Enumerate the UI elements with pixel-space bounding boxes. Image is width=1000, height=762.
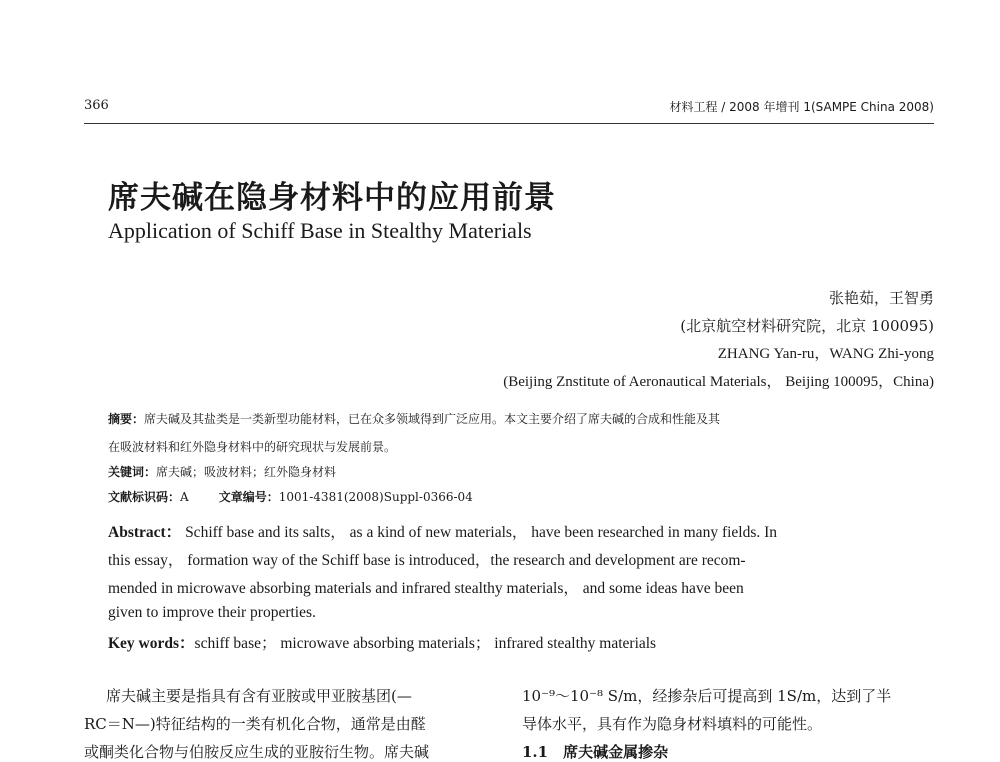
article-number-value: 1001-4381(2008)Suppl-0366-04 bbox=[278, 490, 473, 504]
document-code-label: 文献标识码： bbox=[108, 490, 181, 504]
abstract-english-line-1 bbox=[108, 520, 777, 542]
title-english: Application of Schiff Base in Stealthy Materials bbox=[108, 218, 532, 243]
abstract-chinese-line-2: 在吸波材料和红外隐身材料中的研究现状与发展前景。 bbox=[108, 440, 397, 454]
section-heading-1-1: 1.1 席夫碱金属掺杂 bbox=[522, 743, 669, 761]
header-rule bbox=[84, 123, 934, 124]
affiliation-chinese: (北京航空材料研究院，北京 100095) bbox=[680, 317, 934, 335]
abstract-english-line-2: this essay， formation way of the Schiff base is introduced，the research and development are recom- bbox=[108, 552, 746, 569]
document-info bbox=[108, 491, 473, 503]
running-head: 材料工程 / 2008 年增刊 1(SAMPE China 2008) bbox=[669, 100, 934, 114]
abstract-english-text: Schiff base and its salts， as a kind of new materials， have been researched in many fields. In bbox=[185, 524, 778, 541]
body-column-1-line-1: 席夫碱主要是指具有含有亚胺或甲亚胺基团(— bbox=[106, 687, 412, 705]
keywords-chinese-label: 关键词： bbox=[108, 465, 157, 479]
keywords-chinese-text: 席夫碱；吸波材料；红外隐身材料 bbox=[156, 465, 337, 479]
abstract-english-label: Abstract： bbox=[108, 524, 182, 541]
body-column-2-line-2: 导体水平，具有作为隐身材料填料的可能性。 bbox=[522, 715, 823, 733]
body-column-2-line-1: 10⁻⁹～10⁻⁸ S/m，经掺杂后可提高到 1S/m，达到了半 bbox=[522, 687, 892, 705]
abstract-chinese-line-1 bbox=[108, 413, 720, 425]
abstract-english-line-3: mended in microwave absorbing materials and infrared stealthy materials， and some ideas have been bbox=[108, 580, 744, 597]
keywords-english-text: schiff base； microwave absorbing materials； infrared stealthy materials bbox=[194, 635, 657, 652]
document-code-value: A bbox=[180, 490, 189, 504]
article-number-label: 文章编号： bbox=[218, 490, 279, 504]
abstract-english-line-4: given to improve their properties. bbox=[108, 604, 316, 621]
abstract-chinese-label: 摘要： bbox=[108, 412, 145, 426]
abstract-chinese-text: 席夫碱及其盐类是一类新型功能材料，已在众多领域得到广泛应用。本文主要介绍了席夫碱的合成和性能及其 bbox=[144, 412, 721, 426]
keywords-english bbox=[108, 631, 656, 653]
authors-english: ZHANG Yan-ru，WANG Zhi-yong bbox=[717, 346, 934, 362]
affiliation-english: (Beijing Znstitute of Aeronautical Materials， Beijing 100095，China) bbox=[503, 374, 934, 390]
keywords-english-label: Key words： bbox=[108, 635, 195, 652]
body-column-1-line-2: RC＝N—)特征结构的一类有机化合物，通常是由醛 bbox=[84, 715, 426, 733]
keywords-chinese bbox=[108, 466, 336, 478]
page-number: 366 bbox=[84, 98, 109, 113]
title-chinese: 席夫碱在隐身材料中的应用前景 bbox=[108, 180, 556, 216]
body-column-1-line-3: 或酮类化合物与伯胺反应生成的亚胺衍生物。席夫碱 bbox=[84, 743, 430, 761]
authors-chinese: 张艳茹，王智勇 bbox=[828, 289, 934, 307]
